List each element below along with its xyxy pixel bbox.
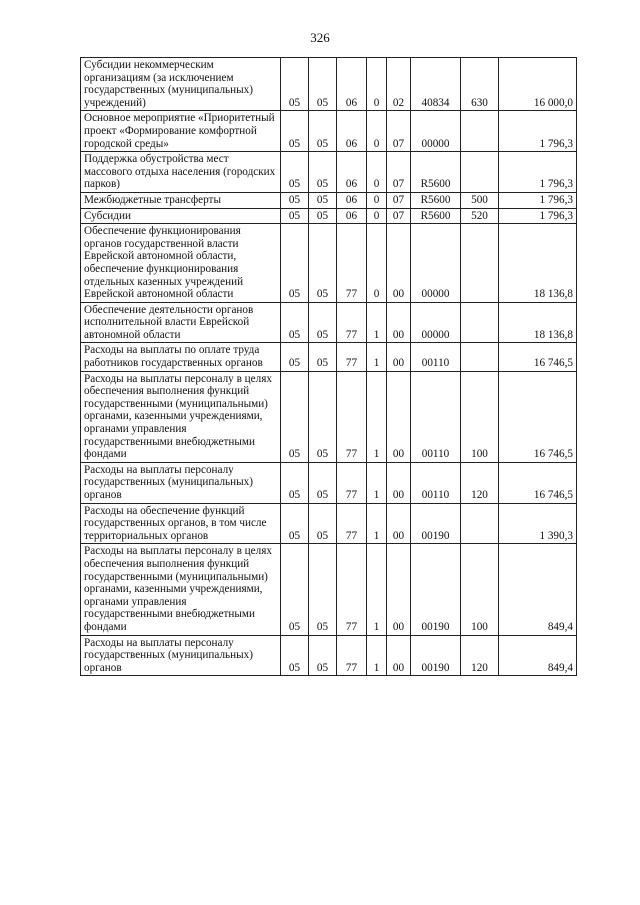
page-number: 326: [310, 30, 330, 45]
subprogram-code: 1: [367, 503, 387, 544]
subprogram-code: 1: [367, 462, 387, 503]
program-code: 77: [337, 544, 367, 635]
table-row: [81, 544, 577, 635]
table-row: [81, 635, 577, 676]
event-code: 02: [387, 58, 411, 111]
subsection-code: 05: [309, 462, 337, 503]
event-code: 00: [387, 371, 411, 462]
program-code: 77: [337, 635, 367, 676]
row-name: Обеспечение деятельности органов исполнительной власти Еврейской автономной области: [81, 302, 281, 343]
program-code: 06: [337, 58, 367, 111]
program-code: 06: [337, 111, 367, 152]
program-code: 77: [337, 224, 367, 303]
subsection-code: 05: [309, 302, 337, 343]
row-name: Расходы на выплаты персоналу в целях обеспечения выполнения функций государственными (муниципальными) органами, казенными учреждениями, органами управления государственными внебюджетными фондами: [81, 371, 281, 462]
subsection-code: 05: [309, 208, 337, 224]
direction-code: 00110: [411, 462, 461, 503]
subsection-code: 05: [309, 111, 337, 152]
table-row: [81, 462, 577, 503]
subsection-code: 05: [309, 224, 337, 303]
program-code: 77: [337, 462, 367, 503]
row-amount: 849,4: [499, 544, 577, 635]
direction-code: R5600: [411, 152, 461, 193]
direction-code: 00110: [411, 371, 461, 462]
row-amount: 1 796,3: [499, 192, 577, 208]
event-code: 00: [387, 302, 411, 343]
expense-type-code: 630: [461, 58, 499, 111]
expense-type-code: 520: [461, 208, 499, 224]
expense-type-code: [461, 302, 499, 343]
direction-code: 00110: [411, 343, 461, 371]
program-code: 06: [337, 152, 367, 193]
row-amount: 1 796,3: [499, 208, 577, 224]
row-name: Основное мероприятие «Приоритетный проект «Формирование комфортной городской среды»: [81, 111, 281, 152]
table-row: [81, 192, 577, 208]
subprogram-code: 0: [367, 208, 387, 224]
event-code: 07: [387, 152, 411, 193]
row-name: Расходы на обеспечение функций государственных органов, в том числе территориальных органов: [81, 503, 281, 544]
subsection-code: 05: [309, 371, 337, 462]
subsection-code: 05: [309, 503, 337, 544]
table-row: [81, 111, 577, 152]
row-name: Обеспечение функционирования органов государственной власти Еврейской автономной области, обеспечение функционирования отдельных казенных учреждений Еврейской автономной области: [81, 224, 281, 303]
table-row: [81, 302, 577, 343]
section-code: 05: [281, 635, 309, 676]
row-name: Расходы на выплаты персоналу в целях обеспечения выполнения функций государственными (муниципальными) органами, казенными учреждениями, органами управления государственными внебюджетными фондами: [81, 544, 281, 635]
subprogram-code: 1: [367, 544, 387, 635]
event-code: 00: [387, 635, 411, 676]
expense-type-code: 120: [461, 462, 499, 503]
row-name: Расходы на выплаты по оплате труда работников государственных органов: [81, 343, 281, 371]
row-amount: 16 000,0: [499, 58, 577, 111]
expense-type-code: 100: [461, 544, 499, 635]
row-amount: 1 796,3: [499, 152, 577, 193]
table-row: [81, 152, 577, 193]
subsection-code: 05: [309, 152, 337, 193]
section-code: 05: [281, 343, 309, 371]
table-row: [81, 503, 577, 544]
subprogram-code: 0: [367, 224, 387, 303]
event-code: 07: [387, 208, 411, 224]
direction-code: 00190: [411, 503, 461, 544]
expense-type-code: [461, 503, 499, 544]
row-amount: 1 796,3: [499, 111, 577, 152]
table-row: [81, 343, 577, 371]
table-row: [81, 371, 577, 462]
section-code: 05: [281, 208, 309, 224]
direction-code: R5600: [411, 192, 461, 208]
subprogram-code: 1: [367, 343, 387, 371]
direction-code: 00000: [411, 302, 461, 343]
row-amount: 18 136,8: [499, 302, 577, 343]
expense-type-code: 100: [461, 371, 499, 462]
row-name: Межбюджетные трансферты: [81, 192, 281, 208]
event-code: 00: [387, 343, 411, 371]
event-code: 07: [387, 192, 411, 208]
program-code: 77: [337, 371, 367, 462]
row-amount: 16 746,5: [499, 371, 577, 462]
direction-code: 00000: [411, 111, 461, 152]
row-amount: 16 746,5: [499, 343, 577, 371]
section-code: 05: [281, 152, 309, 193]
section-code: 05: [281, 111, 309, 152]
section-code: 05: [281, 371, 309, 462]
program-code: 77: [337, 503, 367, 544]
program-code: 77: [337, 343, 367, 371]
direction-code: 00000: [411, 224, 461, 303]
subprogram-code: 1: [367, 302, 387, 343]
direction-code: 00190: [411, 544, 461, 635]
subsection-code: 05: [309, 544, 337, 635]
row-name: Субсидии некоммерческим организациям (за исключением государственных (муниципальных) учреждений): [81, 58, 281, 111]
section-code: 05: [281, 462, 309, 503]
event-code: 00: [387, 462, 411, 503]
section-code: 05: [281, 224, 309, 303]
section-code: 05: [281, 503, 309, 544]
event-code: 07: [387, 111, 411, 152]
row-name: Поддержка обустройства мест массового отдыха населения (городских парков): [81, 152, 281, 193]
subsection-code: 05: [309, 58, 337, 111]
row-amount: 1 390,3: [499, 503, 577, 544]
program-code: 06: [337, 192, 367, 208]
program-code: 77: [337, 302, 367, 343]
subprogram-code: 0: [367, 152, 387, 193]
section-code: 05: [281, 192, 309, 208]
direction-code: R5600: [411, 208, 461, 224]
row-amount: 16 746,5: [499, 462, 577, 503]
direction-code: 00190: [411, 635, 461, 676]
expense-type-code: [461, 224, 499, 303]
expense-type-code: 120: [461, 635, 499, 676]
table-row: [81, 208, 577, 224]
table-row: [81, 224, 577, 303]
row-amount: 849,4: [499, 635, 577, 676]
subprogram-code: 1: [367, 635, 387, 676]
expense-type-code: [461, 111, 499, 152]
event-code: 00: [387, 544, 411, 635]
subprogram-code: 0: [367, 192, 387, 208]
section-code: 05: [281, 302, 309, 343]
budget-table: [80, 57, 577, 676]
expense-type-code: [461, 343, 499, 371]
subsection-code: 05: [309, 635, 337, 676]
expense-type-code: 500: [461, 192, 499, 208]
program-code: 06: [337, 208, 367, 224]
subprogram-code: 0: [367, 58, 387, 111]
event-code: 00: [387, 503, 411, 544]
subsection-code: 05: [309, 343, 337, 371]
subsection-code: 05: [309, 192, 337, 208]
row-name: Субсидии: [81, 208, 281, 224]
event-code: 00: [387, 224, 411, 303]
row-amount: 18 136,8: [499, 224, 577, 303]
section-code: 05: [281, 58, 309, 111]
expense-type-code: [461, 152, 499, 193]
subprogram-code: 0: [367, 111, 387, 152]
row-name: Расходы на выплаты персоналу государственных (муниципальных) органов: [81, 635, 281, 676]
row-name: Расходы на выплаты персоналу государственных (муниципальных) органов: [81, 462, 281, 503]
table-row: [81, 58, 577, 111]
section-code: 05: [281, 544, 309, 635]
direction-code: 40834: [411, 58, 461, 111]
subprogram-code: 1: [367, 371, 387, 462]
